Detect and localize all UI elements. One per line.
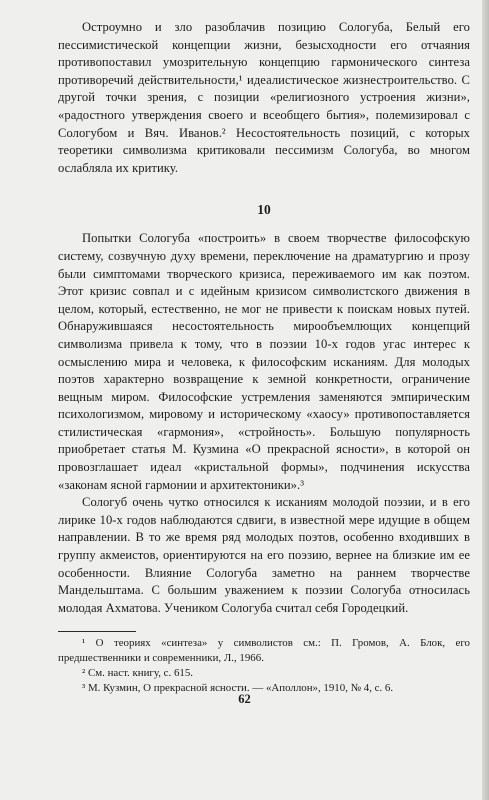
footnote-divider [58, 631, 136, 632]
section-number: 10 [257, 202, 271, 218]
footnote-1: ¹ О теориях «синтеза» у символистов см.: П. Громов, А. Блок, его предшественники и современники, Л., 1966. [58, 637, 470, 665]
paragraph-crisis: Попытки Сологуба «построить» в своем творчестве философскую систему, созвучную духу времени, переключение на драматургию и прозу были симптомами творческого кризиса, переживаемого им как поэтом. Этот кризис совпал и с идейным кризисом символистского движения в целом, который, естественно, не мог не привести к поискам новых путей. Обнаружившаяся несостоятельность мирообъемлющих концепций символизма привела к тому, что в поэзии 10-х годов угас интерес к осмыслению мира и человека, к философским исканиям. Для молодых поэтов характерно возвращение к земной конкретности, ограничение вещным миром. Философские устремления заменяются эмпирическим психологизмом, мировому и историческому «хаосу» противопоставляется стилистическая «гармония», «стройность». Большую популярность приобретает статья М. Кузмина «О прекрасной ясности», в которой он провозглашает идеал «кристальной формы», подчинения искусства «законам ясной гармонии и архитектоники».³ [58, 231, 470, 492]
main-text [58, 19, 470, 696]
page-number: 62 [238, 692, 251, 706]
footnote-3: ³ М. Кузмин, О прекрасной ясности. — «Аполлон», 1910, № 4, с. 6. [82, 682, 394, 695]
paragraph-young-poets: Сологуб очень чутко относился к исканиям молодой поэзии, и в его лирике 10-х годов наблюдаются сдвиги, в известной мере идущие в общем направлении. В то же время ряд молодых поэтов, особенно входивших в группу акмеистов, ориентируются на его поэзию, вернее на близкие им ее особенности. Влияние Сологуба заметно на раннем творчестве Мандельштама. С большим уважением к поэзии Сологуба относилась молодая Ахматова. Учеником Сологуба считал себя Городецкий. [58, 495, 470, 615]
paragraph-bely-ivanov: Остроумно и зло разоблачив позицию Сологуба, Белый его пессимистической концепции жизни, безысходности его отчаяния противопоставил умозрительную концепцию гармонического синтеза противоречий действительности,¹ идеалистическое жизнестроительство. С другой точки зрения, с позиции «религиозного устроения жизни», «радостного утверждения своего и всеобщего бытия», полемизировал с Сологубом и Вяч. Иванов.² Несостоятельность позиций, с которых теоретики символизма критиковали пессимизм Сологуба, во многом ослабляла их критику. [58, 20, 470, 175]
footnote-2: ² См. наст. книгу, с. 615. [82, 667, 194, 680]
page-edge-shadow [482, 0, 489, 800]
